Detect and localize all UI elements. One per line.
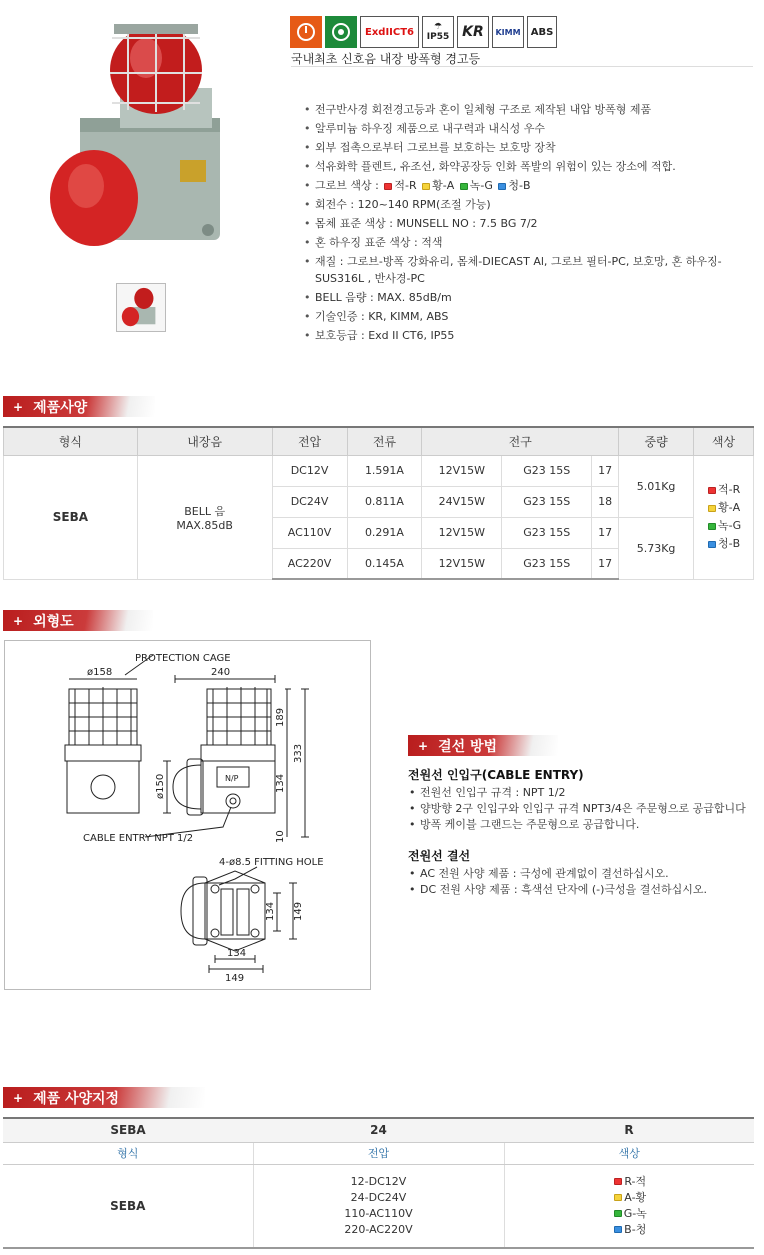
cert-kr: KR — [457, 16, 489, 48]
cert-abs: ABS — [527, 16, 557, 48]
feature-item-globe-colors — [304, 177, 744, 194]
color-option: B-청 — [624, 1222, 647, 1236]
col-header: 중량 — [619, 427, 694, 455]
dim-width-240: 240 — [211, 667, 231, 678]
list-item: • 양방향 2구 인입구와 인입구 규격 NPT3/4은 주문형으로 공급합니다 — [408, 801, 753, 817]
voltage-cell: AC110V — [272, 517, 347, 548]
feature-item: • 기술인증 : KR, KIMM, ABS — [304, 308, 744, 325]
section-title: 결선 방법 — [438, 738, 498, 755]
list-item: • AC 전원 사양 제품 : 극성에 관계없이 결선하십시오. — [408, 866, 753, 882]
cert-ip — [422, 16, 454, 48]
voltage-cell: AC220V — [272, 548, 347, 579]
section-title: 제품사양 — [33, 399, 88, 416]
color-label: 황-A — [718, 501, 741, 514]
divider — [291, 66, 753, 67]
dim-bottom-149: 149 — [225, 973, 245, 984]
dim-height-333: 333 — [293, 743, 304, 763]
green-swatch-icon — [708, 523, 716, 530]
section-header-spec — [3, 396, 155, 417]
designation-table — [3, 1117, 754, 1249]
amber-swatch-icon — [614, 1194, 622, 1201]
bulb-base-cell: G23 15S — [502, 517, 592, 548]
bulb-qty-cell: 17 — [592, 517, 619, 548]
list-item: • DC 전원 사양 제품 : 흑색선 단자에 (-)극성을 결선하십시오. — [408, 882, 753, 898]
section-header-designation — [3, 1087, 205, 1108]
designation-model: SEBA — [3, 1118, 253, 1142]
product-thumbnail[interactable] — [116, 283, 166, 332]
color-option: A-황 — [624, 1190, 647, 1204]
bulb-cell: 12V15W — [422, 455, 502, 486]
certification-logos — [290, 16, 557, 48]
cert-exd: ExdIICT6 — [360, 16, 419, 48]
plus-icon: + — [13, 613, 24, 628]
connection-title: 전원선 결선 — [408, 849, 471, 863]
section-title: 외형도 — [33, 613, 74, 630]
col-header: 전구 — [422, 427, 619, 455]
color-label: 적-R — [718, 483, 741, 496]
weight-cell: 5.01Kg — [619, 455, 694, 517]
voltage-option: 110-AC110V — [344, 1206, 413, 1220]
bulb-cell: 24V15W — [422, 486, 502, 517]
list-item: • 전원선 인입구 규격 : NPT 1/2 — [408, 785, 753, 801]
sound-cell — [137, 455, 272, 579]
cable-entry-title: 전원선 인입구(CABLE ENTRY) — [408, 768, 584, 782]
col-header: 내장음 — [137, 427, 272, 455]
cert-kimm: KIMM — [492, 16, 524, 48]
dim-height-189: 189 — [275, 707, 286, 727]
col-header: 색상 — [694, 427, 754, 455]
bulb-qty-cell: 17 — [592, 548, 619, 579]
dim-diameter-158: ø158 — [87, 667, 113, 678]
plus-icon: + — [13, 1090, 24, 1105]
feature-item: • 전구반사경 회전경고등과 혼이 일체형 구조로 제작된 내압 방폭형 제품 — [304, 101, 744, 118]
col-header: 전류 — [347, 427, 422, 455]
section-header-wiring — [408, 735, 558, 756]
connection-list — [408, 866, 753, 898]
sound-level: MAX.85dB — [176, 518, 233, 532]
voltage-cell: DC12V — [272, 455, 347, 486]
current-cell: 0.811A — [347, 486, 422, 517]
color-option: R-적 — [624, 1174, 647, 1188]
section-title: 제품 사양지정 — [33, 1090, 120, 1107]
current-cell: 1.591A — [347, 455, 422, 486]
bulb-base-cell: G23 15S — [502, 486, 592, 517]
dim-side-134: 134 — [265, 901, 276, 921]
bulb-qty-cell: 17 — [592, 455, 619, 486]
current-cell: 0.145A — [347, 548, 422, 579]
label-color: 색상 — [504, 1142, 754, 1164]
dim-height-134: 134 — [275, 773, 286, 793]
spec-table — [3, 426, 754, 580]
feature-item: • 몸체 표준 색상 : MUNSELL NO : 7.5 BG 7/2 — [304, 215, 744, 232]
feature-item: • 외부 접촉으로부터 그로브를 보호하는 보호망 장착 — [304, 139, 744, 156]
blue-swatch-icon — [614, 1226, 622, 1233]
bulb-cell: 12V15W — [422, 517, 502, 548]
globe-color-blue: 청-B — [508, 179, 531, 192]
plus-icon: + — [418, 738, 429, 753]
col-header: 전압 — [272, 427, 347, 455]
bulb-base-cell: G23 15S — [502, 548, 592, 579]
color-option: G-녹 — [623, 1206, 647, 1220]
dimension-drawing — [4, 640, 371, 990]
weight-cell: 5.73Kg — [619, 517, 694, 579]
feature-list — [304, 101, 744, 346]
product-photo — [48, 18, 228, 258]
model-value: SEBA — [3, 1164, 253, 1248]
colors-cell — [694, 455, 754, 579]
label-protection-cage: PROTECTION CAGE — [135, 653, 231, 664]
feature-item: • 회전수 : 120~140 RPM(조절 가능) — [304, 196, 744, 213]
voltage-cell: DC24V — [272, 486, 347, 517]
feature-item: • 재질 : 그로브-방폭 강화유리, 몸체-DIECAST Al, 그로브 필터-PC, 보호망, 혼 하우징-SUS316L , 반사경-PC — [304, 253, 744, 287]
cert-ip-label: IP55 — [426, 32, 450, 42]
blue-swatch-icon — [498, 183, 506, 190]
model-cell: SEBA — [4, 455, 138, 579]
cable-entry-list — [408, 785, 753, 833]
feature-item: • BELL 음량 : MAX. 85dB/m — [304, 289, 744, 306]
bulb-cell: 12V15W — [422, 548, 502, 579]
designation-color: R — [504, 1118, 754, 1142]
green-swatch-icon — [460, 183, 468, 190]
dim-side-149: 149 — [293, 901, 304, 921]
green-swatch-icon — [614, 1210, 622, 1217]
red-swatch-icon — [384, 183, 392, 190]
feature-item: • 보호등급 : Exd II CT6, IP55 — [304, 327, 744, 344]
globe-color-amber: 황-A — [432, 179, 455, 192]
bell-sound-icon — [325, 16, 357, 48]
nameplate-label: N/P — [225, 774, 239, 783]
col-header: 형식 — [4, 427, 138, 455]
label-voltage: 전압 — [253, 1142, 504, 1164]
feature-item: • 알루미늄 하우징 제품으로 내구력과 내식성 우수 — [304, 120, 744, 137]
wiring-section — [408, 735, 753, 898]
section-header-drawing — [3, 610, 153, 631]
dim-diameter-150: ø150 — [155, 773, 166, 799]
amber-swatch-icon — [422, 183, 430, 190]
voltage-option: 24-DC24V — [350, 1190, 407, 1204]
color-label: 청-B — [718, 537, 741, 550]
globe-color-red: 적-R — [394, 179, 417, 192]
blue-swatch-icon — [708, 541, 716, 548]
current-cell: 0.291A — [347, 517, 422, 548]
plus-icon: + — [13, 399, 24, 414]
feature-item: • 석유화학 플렌트, 유조선, 화약공장등 인화 폭발의 위험이 있는 장소에 적합. — [304, 158, 744, 175]
color-options — [504, 1164, 754, 1248]
designation-voltage: 24 — [253, 1118, 504, 1142]
voltage-option: 12-DC12V — [350, 1174, 407, 1188]
label-model: 형식 — [3, 1142, 253, 1164]
globe-color-green: 녹-G — [469, 179, 493, 192]
amber-swatch-icon — [708, 505, 716, 512]
voltage-option: 220-AC220V — [344, 1222, 413, 1236]
red-swatch-icon — [614, 1178, 622, 1185]
umbrella-icon: ☂ — [433, 22, 443, 32]
label-cable-entry: CABLE ENTRY NPT 1/2 — [83, 833, 194, 844]
bulb-base-cell: G23 15S — [502, 455, 592, 486]
voltage-options — [253, 1164, 504, 1248]
list-item: • 방폭 케이블 그랜드는 주문형으로 공급합니다. — [408, 817, 753, 833]
color-label: 녹-G — [718, 519, 742, 532]
bulb-qty-cell: 18 — [592, 486, 619, 517]
label-fitting-hole: 4-ø8.5 FITTING HOLE — [219, 857, 324, 868]
dim-bottom-134: 134 — [227, 948, 247, 959]
product-tagline: 국내최초 신호음 내장 방폭형 경고등 — [291, 52, 481, 66]
table-row — [4, 455, 754, 486]
fire-safety-icon — [290, 16, 322, 48]
sound-type: BELL 음 — [184, 504, 226, 518]
feature-item: • 혼 하우징 표준 색상 : 적색 — [304, 234, 744, 251]
dim-height-10: 10 — [275, 830, 286, 843]
red-swatch-icon — [708, 487, 716, 494]
globe-color-label: 그로브 색상 : — [315, 179, 379, 192]
